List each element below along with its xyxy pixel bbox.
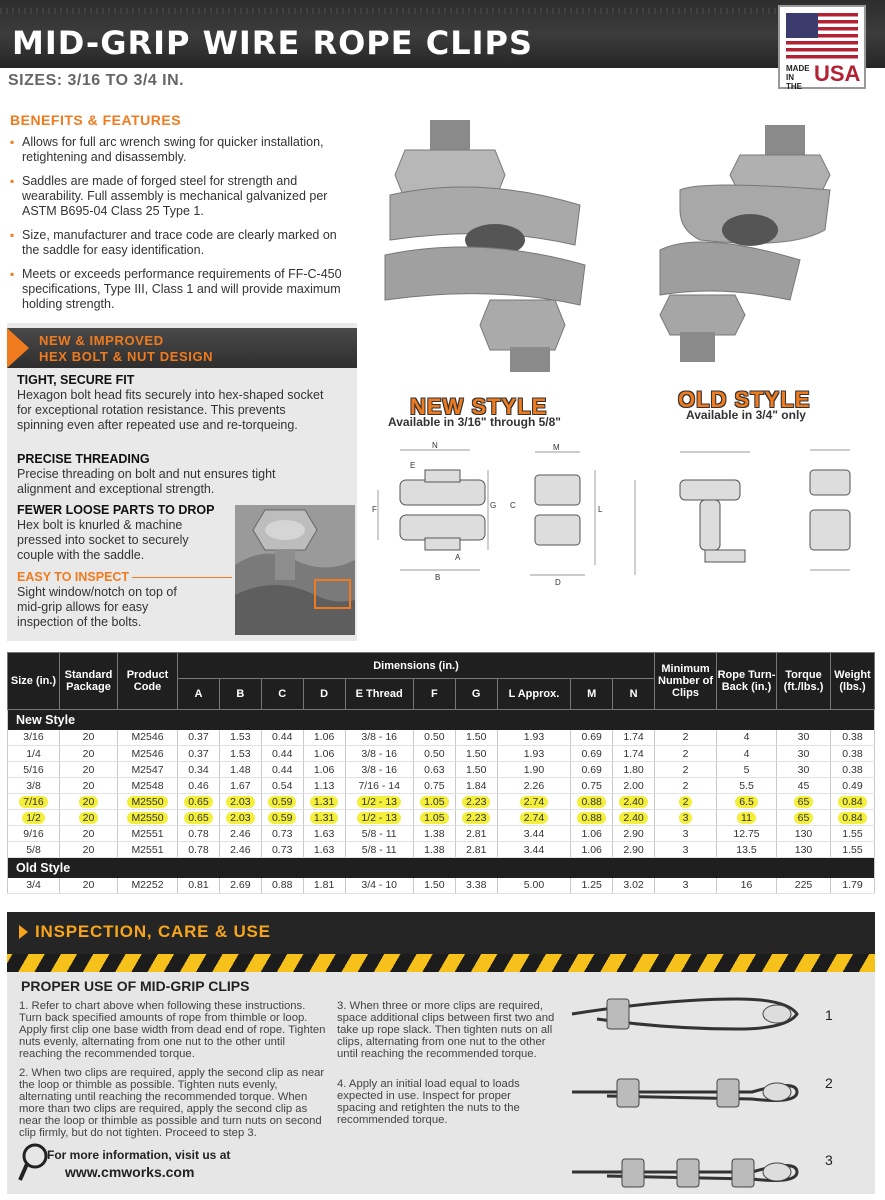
col-header-dim: M — [571, 679, 613, 710]
table-cell: 0.69 — [571, 730, 613, 746]
table-cell: 1.93 — [497, 746, 571, 762]
table-cell — [571, 794, 613, 810]
benefit-item: ▪ Allows for full arc wrench swing for quicker installation, retightening and disassembly. — [10, 135, 355, 165]
table-cell: 45 — [777, 778, 831, 794]
col-header-dimensions: Dimensions (in.) — [178, 653, 655, 679]
table-cell — [261, 794, 303, 810]
table-cell: 1.13 — [303, 778, 345, 794]
table-cell: 1.06 — [571, 826, 613, 842]
table-cell: 1.90 — [497, 762, 571, 778]
table-cell: 1.25 — [571, 878, 613, 894]
benefits-heading: BENEFITS & FEATURES — [10, 112, 182, 128]
highlighted-value: 7/16 — [19, 796, 47, 808]
spec-table — [7, 652, 875, 894]
highlighted-value: 2 — [679, 796, 693, 808]
hazard-stripe — [7, 954, 875, 972]
table-cell: 3/8 — [8, 778, 60, 794]
table-cell: 0.50 — [413, 730, 455, 746]
benefit-item: ▪ Size, manufacturer and trace code are clearly marked on the saddle for easy identification. — [10, 228, 355, 258]
table-cell: 1.38 — [413, 826, 455, 842]
table-cell: 1.38 — [413, 842, 455, 858]
table-cell: 1.50 — [455, 762, 497, 778]
old-style-availability: Available in 3/4" only — [686, 408, 806, 422]
table-cell: 20 — [60, 762, 118, 778]
table-row — [8, 842, 875, 858]
section-heading: EASY TO INSPECT — [17, 570, 130, 584]
highlighted-value: 2.23 — [462, 812, 490, 824]
table-cell: M2252 — [118, 878, 178, 894]
hex-design-banner — [7, 328, 357, 368]
table-cell: 2 — [655, 778, 717, 794]
highlighted-value: 1/2 — [22, 812, 45, 824]
col-header-weight: Weight (lbs.) — [831, 653, 875, 710]
highlighted-value: 1.31 — [310, 796, 338, 808]
diagram-label: G — [490, 501, 497, 510]
highlighted-value: 2.03 — [226, 812, 254, 824]
table-cell: 20 — [60, 878, 118, 894]
table-cell — [178, 794, 220, 810]
table-cell: 3.44 — [497, 842, 571, 858]
table-cell: 3/8 - 16 — [345, 762, 413, 778]
new-style-availability: Available in 3/16" through 5/8" — [388, 415, 561, 429]
table-cell: 2.90 — [613, 842, 655, 858]
illustration-number: 3 — [825, 1152, 833, 1168]
highlighted-value: 3 — [679, 812, 693, 824]
highlighted-value: 11 — [737, 812, 756, 824]
diagram-label: A — [455, 553, 461, 562]
table-cell: 20 — [60, 746, 118, 762]
badge-usa-text: USA — [814, 61, 861, 86]
table-cell: 1.50 — [455, 746, 497, 762]
table-cell: 5/8 — [8, 842, 60, 858]
col-header-dim: G — [455, 679, 497, 710]
benefit-item: ▪ Saddles are made of forged steel for strength and wearability. Full assembly is mechanical galvanized per ASTM B695-04 Class 25 Type 1. — [10, 174, 355, 219]
col-header-code: Product Code — [118, 653, 178, 710]
highlighted-value: 20 — [79, 812, 99, 824]
table-cell: 5/16 — [8, 762, 60, 778]
highlighted-value: M2550 — [127, 812, 167, 824]
table-cell: M2547 — [118, 762, 178, 778]
new-style-title: NEW STYLE — [410, 394, 548, 419]
table-cell — [219, 810, 261, 826]
table-cell: 1.50 — [413, 878, 455, 894]
table-cell: 3/4 — [8, 878, 60, 894]
table-cell: 1.55 — [831, 842, 875, 858]
made-in-usa-badge — [778, 5, 866, 89]
table-cell: 0.50 — [413, 746, 455, 762]
table-cell: 1.93 — [497, 730, 571, 746]
table-cell: 3.02 — [613, 878, 655, 894]
table-cell: 1.80 — [613, 762, 655, 778]
table-cell: 7/16 - 14 — [345, 778, 413, 794]
table-cell: M2548 — [118, 778, 178, 794]
table-row — [8, 794, 875, 810]
table-cell: 0.73 — [261, 826, 303, 842]
highlighted-value: 2.40 — [619, 796, 647, 808]
table-cell: 3 — [655, 826, 717, 842]
table-cell — [777, 810, 831, 826]
col-header-package: Standard Package — [60, 653, 118, 710]
col-header-dim: C — [261, 679, 303, 710]
section-heading: FEWER LOOSE PARTS TO DROP — [17, 503, 215, 517]
table-cell: 20 — [60, 826, 118, 842]
table-cell — [455, 794, 497, 810]
play-triangle-icon — [19, 925, 28, 939]
highlighted-value: 65 — [794, 812, 814, 824]
table-cell: 1.67 — [219, 778, 261, 794]
col-header-dim: F — [413, 679, 455, 710]
table-cell — [118, 810, 178, 826]
table-cell: 2.69 — [219, 878, 261, 894]
table-group-row — [8, 858, 875, 878]
banner-line-2: HEX BOLT & NUT DESIGN — [39, 349, 214, 364]
table-cell: 1.55 — [831, 826, 875, 842]
highlighted-value: 2.23 — [462, 796, 490, 808]
table-cell — [345, 794, 413, 810]
table-cell: 3/8 - 16 — [345, 730, 413, 746]
table-cell: 1.48 — [219, 762, 261, 778]
table-cell: 0.38 — [831, 762, 875, 778]
table-cell: 130 — [777, 826, 831, 842]
highlighted-value: 1/2 - 13 — [357, 812, 401, 824]
page-header — [0, 0, 885, 68]
table-cell: M2546 — [118, 746, 178, 762]
table-cell: 2 — [655, 762, 717, 778]
dimension-diagrams — [370, 440, 875, 600]
page-subtitle: SIZES: 3/16 TO 3/4 IN. — [8, 72, 185, 89]
table-cell: 30 — [777, 730, 831, 746]
table-cell — [303, 810, 345, 826]
table-cell: 20 — [60, 842, 118, 858]
table-cell — [8, 810, 60, 826]
diagram-label: C — [510, 501, 516, 510]
highlighted-value: 0.84 — [838, 812, 866, 824]
highlighted-value: 1.05 — [420, 812, 448, 824]
table-cell: 0.63 — [413, 762, 455, 778]
table-cell: 1.53 — [219, 746, 261, 762]
table-cell: 5 — [717, 762, 777, 778]
table-cell: 0.38 — [831, 730, 875, 746]
instruction-step: 1. Refer to chart above when following these instructions. Turn back specified amounts of rope from thimble or loop. Apply first clip one base width from dead end of rope. Tighten nuts evenly, alternating from one nut to the other until reaching the recommended torque. — [19, 1000, 326, 1060]
diagram-label: F — [372, 505, 377, 514]
table-cell: 0.69 — [571, 762, 613, 778]
table-cell: M2551 — [118, 826, 178, 842]
table-cell — [455, 810, 497, 826]
section-heading: PRECISE THREADING — [17, 452, 150, 466]
table-cell: 3/16 — [8, 730, 60, 746]
illustration-number: 1 — [825, 1007, 833, 1023]
table-row — [8, 810, 875, 826]
highlighted-value: 1.31 — [310, 812, 338, 824]
table-row — [8, 778, 875, 794]
table-cell: 0.46 — [178, 778, 220, 794]
rope-clip-illustrations — [567, 974, 807, 1192]
table-cell: 3 — [655, 878, 717, 894]
highlighted-value: 0.59 — [268, 812, 296, 824]
table-cell: 3/4 - 10 — [345, 878, 413, 894]
table-cell: 2.81 — [455, 826, 497, 842]
highlighted-value: 2.03 — [226, 796, 254, 808]
col-header-dim: B — [219, 679, 261, 710]
table-cell: 5.00 — [497, 878, 571, 894]
table-cell: 1.53 — [219, 730, 261, 746]
highlighted-value: 0.59 — [268, 796, 296, 808]
header-texture — [0, 8, 780, 14]
table-cell: 2 — [655, 746, 717, 762]
table-cell: 1.79 — [831, 878, 875, 894]
col-header-dim: L Approx. — [497, 679, 571, 710]
group-label: New Style — [8, 710, 875, 730]
diagram-label: N — [432, 441, 438, 450]
table-cell: 1.74 — [613, 746, 655, 762]
table-cell: 4 — [717, 746, 777, 762]
old-style-clip-image — [640, 120, 840, 380]
inspection-section — [7, 912, 875, 1194]
highlighted-value: 0.88 — [577, 796, 605, 808]
table-cell: 1.74 — [613, 730, 655, 746]
diagram-label: D — [555, 578, 561, 587]
table-cell: 0.38 — [831, 746, 875, 762]
table-cell: 16 — [717, 878, 777, 894]
page-title: MID-GRIP WIRE ROPE CLIPS — [12, 24, 534, 62]
col-header-dim: A — [178, 679, 220, 710]
table-cell: 2 — [655, 730, 717, 746]
table-cell: 3.44 — [497, 826, 571, 842]
table-cell: 0.73 — [261, 842, 303, 858]
highlighted-value: 0.88 — [577, 812, 605, 824]
table-cell: 5.5 — [717, 778, 777, 794]
highlighted-value: M2550 — [127, 796, 167, 808]
table-cell — [345, 810, 413, 826]
highlighted-value: 1.05 — [420, 796, 448, 808]
instruction-step: 2. When two clips are required, apply the second clip as near the loop or thimble as possible. Tighten nuts evenly, alternating until reaching the recommended torque. When more than two clips are required, apply the second clip as near the loop or thimble as possible and turn nuts on second clip firmly, but do not tighten. Proceed to step 3. — [19, 1067, 325, 1139]
more-info-text: For more information, visit us at — [47, 1148, 231, 1162]
table-cell — [717, 794, 777, 810]
table-cell — [831, 794, 875, 810]
badge-made-text: MADE IN THE — [786, 64, 810, 91]
diagram-label: B — [435, 573, 441, 582]
table-cell: 0.49 — [831, 778, 875, 794]
table-cell — [613, 810, 655, 826]
col-header-dim: D — [303, 679, 345, 710]
table-cell: 5/8 - 11 — [345, 842, 413, 858]
section-heading: TIGHT, SECURE FIT — [17, 373, 135, 387]
col-header-torque: Torque (ft./lbs.) — [777, 653, 831, 710]
table-cell: 2.46 — [219, 842, 261, 858]
table-cell — [8, 794, 60, 810]
table-row — [8, 826, 875, 842]
table-cell — [261, 810, 303, 826]
highlighted-value: 6.5 — [735, 796, 758, 808]
highlighted-value: 0.84 — [838, 796, 866, 808]
table-cell: 12.75 — [717, 826, 777, 842]
table-cell: 2.46 — [219, 826, 261, 842]
table-row — [8, 730, 875, 746]
inspection-title: INSPECTION, CARE & USE — [35, 922, 271, 941]
table-cell: 2.26 — [497, 778, 571, 794]
table-cell: 0.88 — [261, 878, 303, 894]
table-cell: 0.44 — [261, 730, 303, 746]
diagram-label: E — [410, 461, 416, 470]
table-cell — [303, 794, 345, 810]
callout-line — [132, 577, 232, 578]
table-cell: 2.00 — [613, 778, 655, 794]
table-cell: 1.81 — [303, 878, 345, 894]
website-link[interactable]: www.cmworks.com — [65, 1164, 195, 1180]
table-cell: 0.81 — [178, 878, 220, 894]
table-cell: 4 — [717, 730, 777, 746]
diagram-label: L — [598, 505, 603, 514]
table-cell: 1.84 — [455, 778, 497, 794]
highlighted-value: 2.74 — [520, 796, 548, 808]
table-cell: 20 — [60, 730, 118, 746]
highlighted-value: 0.65 — [184, 812, 212, 824]
table-cell — [413, 810, 455, 826]
table-cell: 1/4 — [8, 746, 60, 762]
table-cell: 0.78 — [178, 826, 220, 842]
table-cell: 0.37 — [178, 730, 220, 746]
arrow-icon — [7, 328, 29, 368]
table-cell: 1.06 — [303, 730, 345, 746]
table-row — [8, 878, 875, 894]
col-header-dim: N — [613, 679, 655, 710]
section-body: Sight window/notch on top of mid-grip allows for easy inspection of the bolts. — [17, 585, 177, 629]
diagram-label: M — [553, 443, 560, 452]
highlighted-value: 20 — [79, 796, 99, 808]
col-header-turnback: Rope Turn-Back (in.) — [717, 653, 777, 710]
table-cell: 0.75 — [571, 778, 613, 794]
table-cell — [413, 794, 455, 810]
table-cell: 1.63 — [303, 842, 345, 858]
table-cell — [219, 794, 261, 810]
table-cell: 1.50 — [455, 730, 497, 746]
table-cell — [655, 810, 717, 826]
table-cell: M2551 — [118, 842, 178, 858]
old-style-title: OLD STYLE — [678, 387, 811, 412]
table-cell — [571, 810, 613, 826]
table-cell — [60, 810, 118, 826]
table-cell: 30 — [777, 746, 831, 762]
section-body: Hex bolt is knurled & machine pressed into socket to securely couple with the saddle. — [17, 518, 189, 562]
new-style-clip-image — [380, 115, 595, 375]
col-header-dim: E Thread — [345, 679, 413, 710]
table-cell: 1.06 — [303, 746, 345, 762]
table-cell — [613, 794, 655, 810]
table-cell: 1.06 — [303, 762, 345, 778]
table-cell: 9/16 — [8, 826, 60, 842]
illustration-number: 2 — [825, 1075, 833, 1091]
table-cell — [118, 794, 178, 810]
table-row — [8, 762, 875, 778]
table-cell — [178, 810, 220, 826]
section-body: Hexagon bolt head fits securely into hex-shaped socket for exceptional rotation resistance. This prevents spinning even after repeated use and re-torqueing. — [17, 388, 324, 432]
benefits-list — [10, 135, 355, 321]
table-row — [8, 746, 875, 762]
banner-line-1: NEW & IMPROVED — [39, 333, 164, 348]
table-cell: 13.5 — [717, 842, 777, 858]
highlighted-value: 0.65 — [184, 796, 212, 808]
table-cell: 0.37 — [178, 746, 220, 762]
table-cell: 130 — [777, 842, 831, 858]
table-cell — [717, 810, 777, 826]
section-body: Precise threading on bolt and nut ensures tight alignment and exceptional strength. — [17, 467, 276, 496]
table-cell: 2.81 — [455, 842, 497, 858]
table-cell — [497, 810, 571, 826]
table-cell: 3/8 - 16 — [345, 746, 413, 762]
benefit-item: ▪ Meets or exceeds performance requirements of FF-C-450 specifications, Type III, Class 1 and will provide maximum holding strength. — [10, 267, 355, 312]
hex-design-panel — [7, 323, 357, 641]
group-label: Old Style — [8, 858, 875, 878]
table-cell — [60, 794, 118, 810]
table-cell: 5/8 - 11 — [345, 826, 413, 842]
instruction-step: 4. Apply an initial load equal to loads expected in use. Inspect for proper spacing and retighten the nuts to the recommended torque. — [337, 1078, 520, 1126]
table-cell: 0.44 — [261, 762, 303, 778]
instruction-step: 3. When three or more clips are required, space additional clips between first two and take up rope slack. Then tighten nuts on all clips, alternating from one nut to the other until reaching the recommended torque. — [337, 1000, 555, 1060]
table-cell: 0.54 — [261, 778, 303, 794]
table-cell: 20 — [60, 778, 118, 794]
magnifier-icon — [17, 1142, 49, 1188]
hex-bolt-closeup-image — [235, 505, 355, 635]
table-cell: 3 — [655, 842, 717, 858]
col-header-min-clips: Minimum Number of Clips — [655, 653, 717, 710]
table-group-row — [8, 710, 875, 730]
table-cell: 0.69 — [571, 746, 613, 762]
table-cell: 0.44 — [261, 746, 303, 762]
table-cell: 3.38 — [455, 878, 497, 894]
highlighted-value: 2.74 — [520, 812, 548, 824]
table-cell: 1.06 — [571, 842, 613, 858]
highlighted-value: 2.40 — [619, 812, 647, 824]
table-cell — [777, 794, 831, 810]
table-cell: 225 — [777, 878, 831, 894]
col-header-size: Size (in.) — [8, 653, 60, 710]
table-cell: 30 — [777, 762, 831, 778]
highlighted-value: 65 — [794, 796, 814, 808]
us-flag-icon — [786, 13, 858, 59]
table-cell: 0.75 — [413, 778, 455, 794]
table-cell — [497, 794, 571, 810]
table-cell: 1.63 — [303, 826, 345, 842]
table-cell: 0.34 — [178, 762, 220, 778]
inspection-header — [7, 912, 875, 954]
proper-use-heading: PROPER USE OF MID-GRIP CLIPS — [21, 978, 250, 994]
table-cell: M2546 — [118, 730, 178, 746]
table-cell: 0.78 — [178, 842, 220, 858]
table-cell: 2.90 — [613, 826, 655, 842]
table-cell — [655, 794, 717, 810]
highlighted-value: 1/2 - 13 — [357, 796, 401, 808]
table-cell — [831, 810, 875, 826]
